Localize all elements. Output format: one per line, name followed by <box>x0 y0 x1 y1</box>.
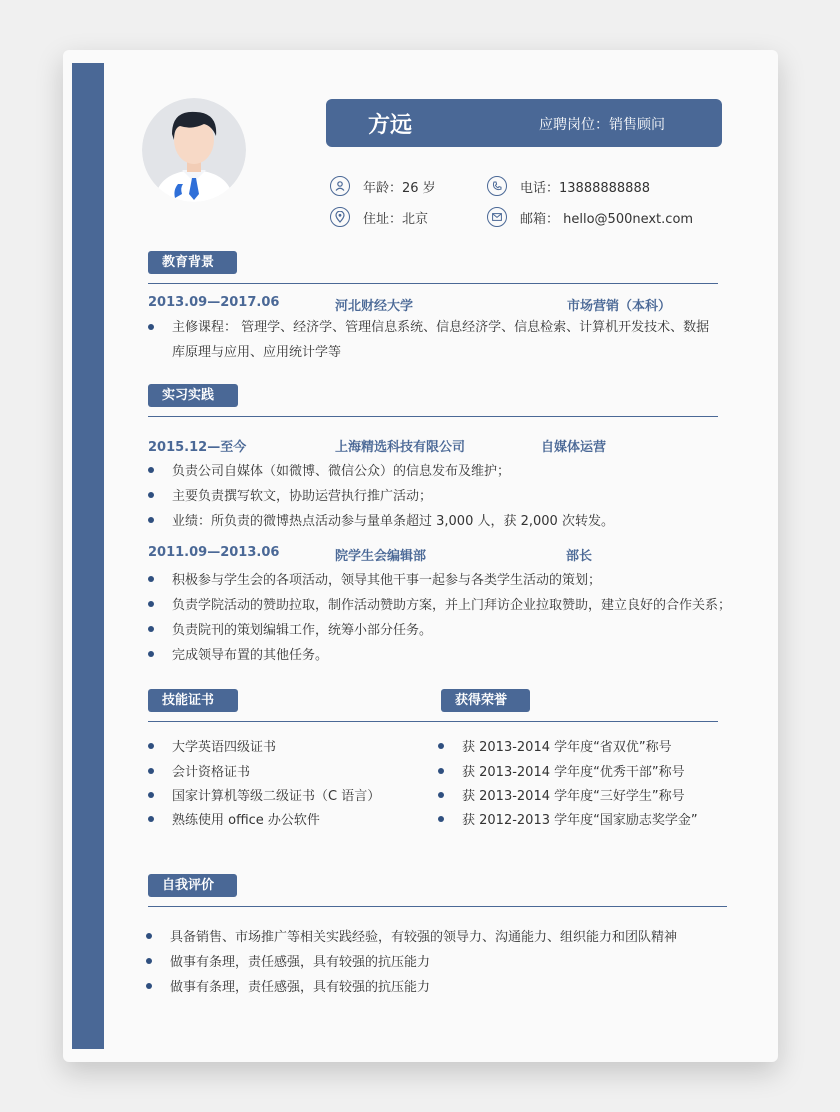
internship-section-title: 实习实践 <box>148 384 238 407</box>
list-item: 大学英语四级证书 <box>172 736 276 755</box>
list-item: 负责院刊的策划编辑工作，统筹小部分任务。 <box>172 619 432 638</box>
list-item: 积极参与学生会的各项活动，领导其他干事一起参与各类学生活动的策划； <box>172 569 601 588</box>
job-date: 2011.09—2013.06 <box>148 545 280 560</box>
phone-row <box>487 176 650 196</box>
education-divider <box>148 283 718 284</box>
list-item: 负责学院活动的赞助拉取，制作活动赞助方案，并上门拜访企业拉取赞助，建立良好的合作关系； <box>172 594 731 613</box>
header-banner <box>326 99 722 147</box>
email-row <box>487 207 693 227</box>
candidate-name: 方远 <box>368 113 413 138</box>
list-item: 负责公司自媒体（如微博、微信公众）的信息发布及维护； <box>172 460 510 479</box>
internship-divider <box>148 416 718 417</box>
side-accent-bar <box>72 63 104 1049</box>
age-row <box>330 176 436 196</box>
education-courses: 主修课程： 管理学、经济学、管理信息系统、信息经济学、信息检索、计算机开发技术、数据库原理与应用、应用统计学等 <box>172 315 717 365</box>
education-date: 2013.09—2017.06 <box>148 295 280 310</box>
list-item: 会计资格证书 <box>172 761 250 780</box>
list-item: 具备销售、市场推广等相关实践经验，有较强的领导力、沟通能力、组织能力和团队精神 <box>170 926 677 945</box>
email-text: 邮箱： hello@500next.com <box>520 211 694 227</box>
person-icon <box>330 176 350 196</box>
honors-section-title: 获得荣誉 <box>441 689 530 712</box>
skills-section-title: 技能证书 <box>148 689 238 712</box>
phone-icon <box>487 176 507 196</box>
address-text: 住址：北京 <box>363 211 429 227</box>
list-item: 主要负责撰写软文，协助运营执行推广活动； <box>172 485 432 504</box>
self-evaluation-section-title: 自我评价 <box>148 874 237 897</box>
resume-page <box>63 50 778 1062</box>
skills-honors-divider <box>148 721 718 722</box>
list-item: 获 2013-2014 学年度“三好学生”称号 <box>462 785 685 804</box>
avatar <box>142 98 246 202</box>
job-date: 2015.12—至今 <box>148 440 247 455</box>
job-organization: 上海精选科技有限公司 <box>335 440 466 455</box>
list-item: 做事有条理，责任感强，具有较强的抗压能力 <box>170 976 430 995</box>
list-item: 获 2012-2013 学年度“国家励志奖学金” <box>462 809 698 828</box>
mail-icon <box>487 207 507 227</box>
list-item: 业绩：所负责的微博热点活动参与量单条超过 3,000 人，获 2,000 次转发。 <box>172 510 614 529</box>
list-item: 完成领导布置的其他任务。 <box>172 644 328 663</box>
job-role: 部长 <box>566 549 593 564</box>
education-school: 河北财经大学 <box>335 299 414 314</box>
person-avatar-icon <box>142 98 246 202</box>
age-text: 年龄：26 岁 <box>363 180 436 196</box>
job-role: 自媒体运营 <box>541 440 607 455</box>
list-item: 做事有条理，责任感强，具有较强的抗压能力 <box>170 951 430 970</box>
list-item: 熟练使用 office 办公软件 <box>172 809 320 828</box>
education-section-title: 教育背景 <box>148 251 237 274</box>
phone-text: 电话：13888888888 <box>520 180 650 196</box>
applied-position: 应聘岗位：销售顾问 <box>539 117 665 133</box>
list-item: 获 2013-2014 学年度“优秀干部”称号 <box>462 761 685 780</box>
list-item: 国家计算机等级二级证书（C 语言） <box>172 785 380 804</box>
address-row <box>330 207 428 227</box>
self-evaluation-divider <box>148 906 727 907</box>
job-organization: 院学生会编辑部 <box>335 549 427 564</box>
list-item: 获 2013-2014 学年度“省双优”称号 <box>462 736 672 755</box>
education-major: 市场营销（本科） <box>567 299 672 314</box>
location-pin-icon <box>330 207 350 227</box>
